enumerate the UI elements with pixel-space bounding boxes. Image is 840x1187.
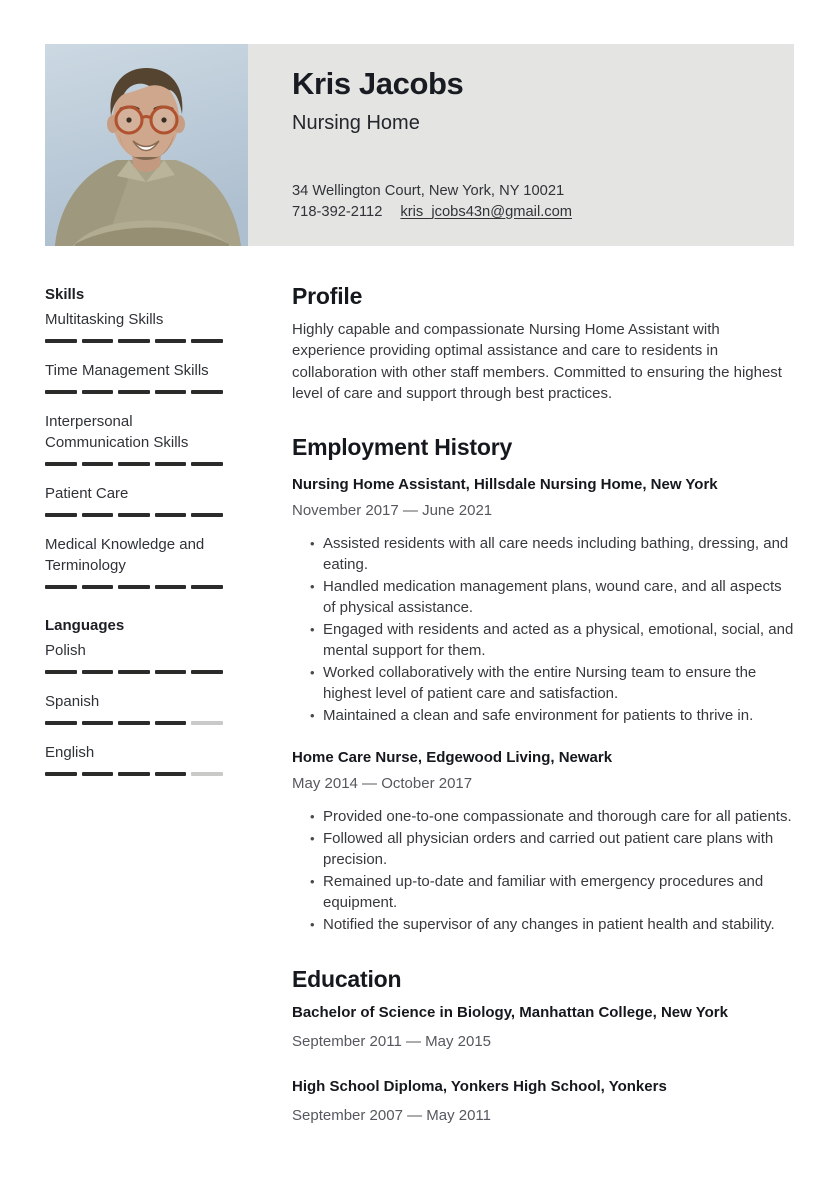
job-bullet: • Remained up-to-date and familiar with emergency procedures and equipment. xyxy=(323,871,794,914)
job-entry xyxy=(292,747,794,935)
education-dates: September 2007 — May 2011 xyxy=(292,1107,492,1125)
candidate-title: Nursing Home xyxy=(292,111,420,134)
header xyxy=(45,44,794,246)
level-segment xyxy=(45,513,77,517)
job-dates: November 2017 — June 2021 xyxy=(292,501,493,519)
level-segment xyxy=(155,513,187,517)
job-bullet-list xyxy=(292,533,794,727)
education-entry xyxy=(292,1076,794,1126)
candidate-name: Kris Jacobs xyxy=(292,66,464,101)
languages-heading: Languages xyxy=(45,617,125,634)
level-segment xyxy=(45,670,77,674)
employment-heading: Employment History xyxy=(292,433,513,460)
education-section xyxy=(292,965,794,1126)
education-entry xyxy=(292,1002,794,1052)
level-segment xyxy=(82,772,114,776)
level-segment xyxy=(118,772,150,776)
sidebar xyxy=(45,284,223,793)
language-item xyxy=(45,691,223,725)
skill-level-bar xyxy=(45,585,223,589)
main-column xyxy=(292,282,794,1150)
level-segment xyxy=(82,390,114,394)
level-segment xyxy=(191,390,223,394)
skill-item xyxy=(45,309,223,343)
skill-level-bar xyxy=(45,513,223,517)
level-segment xyxy=(45,462,77,466)
level-segment xyxy=(155,462,187,466)
level-segment xyxy=(155,585,187,589)
level-segment xyxy=(45,390,77,394)
level-segment xyxy=(155,390,187,394)
level-segment xyxy=(45,585,77,589)
job-bullet: • Worked collaboratively with the entire Nursing team to ensure the highest level of patient care and satisfaction. xyxy=(323,662,794,705)
skill-level-bar xyxy=(45,339,223,343)
education-title: Bachelor of Science in Biology, Manhattan College, New York xyxy=(292,1004,728,1022)
skill-item xyxy=(45,360,223,394)
level-segment xyxy=(82,585,114,589)
contact-address: 34 Wellington Court, New York, NY 10021 xyxy=(292,182,565,199)
level-segment xyxy=(155,339,187,343)
profile-heading: Profile xyxy=(292,283,363,309)
skill-level-bar xyxy=(45,462,223,466)
skills-heading: Skills xyxy=(45,286,85,303)
language-level-bar xyxy=(45,670,223,674)
skill-item xyxy=(45,534,223,589)
profile-section xyxy=(292,282,794,405)
job-entry xyxy=(292,474,794,727)
job-bullet: • Handled medication management plans, wound care, and all aspects of physical assistance. xyxy=(323,576,794,619)
job-bullet-list xyxy=(292,806,794,935)
level-segment xyxy=(118,670,150,674)
job-bullet: • Followed all physician orders and carried out patient care plans with precision. xyxy=(323,828,794,871)
level-segment xyxy=(45,721,77,725)
skill-label: Time Management Skills xyxy=(45,362,209,379)
contact-phone: 718-392-2112 xyxy=(292,204,383,221)
education-heading: Education xyxy=(292,966,402,993)
header-text xyxy=(248,44,794,246)
level-segment xyxy=(82,462,114,466)
languages-section xyxy=(45,615,223,776)
contact-email-link[interactable]: kris_jcobs43n@gmail.com xyxy=(400,204,573,221)
level-segment xyxy=(82,670,114,674)
language-level-bar xyxy=(45,772,223,776)
level-segment xyxy=(82,721,114,725)
profile-photo-illustration xyxy=(45,44,248,246)
language-level-bar xyxy=(45,721,223,725)
job-bullet: • Engaged with residents and acted as a physical, emotional, social, and mental support for them. xyxy=(323,619,794,662)
employment-section xyxy=(292,433,794,935)
job-title: Home Care Nurse, Edgewood Living, Newark xyxy=(292,749,613,767)
level-segment xyxy=(82,339,114,343)
level-segment xyxy=(45,339,77,343)
education-dates: September 2011 — May 2015 xyxy=(292,1033,492,1051)
level-segment xyxy=(82,513,114,517)
skill-label: Interpersonal Communication Skills xyxy=(45,413,189,451)
skill-level-bar xyxy=(45,390,223,394)
language-label: Spanish xyxy=(45,693,100,710)
job-dates: May 2014 — October 2017 xyxy=(292,775,473,793)
skills-section xyxy=(45,284,223,589)
language-item xyxy=(45,640,223,674)
language-label: Polish xyxy=(45,642,86,659)
level-segment xyxy=(191,772,223,776)
level-segment xyxy=(118,513,150,517)
level-segment xyxy=(45,772,77,776)
level-segment xyxy=(191,339,223,343)
language-label: English xyxy=(45,744,95,761)
job-bullet: • Maintained a clean and safe environment for patients to thrive in. xyxy=(323,705,794,727)
skill-item xyxy=(45,411,223,466)
language-item xyxy=(45,742,223,776)
profile-text: Highly capable and compassionate Nursing Home Assistant with experience providing optimal assistance and care to residents in collaboration with other staff members. Committed to ensuring the highest level of care and support through best practices. xyxy=(292,320,782,403)
level-segment xyxy=(118,339,150,343)
profile-photo xyxy=(45,44,248,246)
contact-block xyxy=(292,181,774,224)
job-title: Nursing Home Assistant, Hillsdale Nursing Home, New York xyxy=(292,475,718,493)
level-segment xyxy=(191,721,223,725)
level-segment xyxy=(155,772,187,776)
level-segment xyxy=(191,462,223,466)
level-segment xyxy=(118,721,150,725)
level-segment xyxy=(191,513,223,517)
level-segment xyxy=(118,390,150,394)
level-segment xyxy=(155,721,187,725)
level-segment xyxy=(118,462,150,466)
skill-label: Medical Knowledge and Terminology xyxy=(45,536,205,574)
level-segment xyxy=(155,670,187,674)
level-segment xyxy=(191,670,223,674)
education-title: High School Diploma, Yonkers High School, Yonkers xyxy=(292,1078,667,1096)
level-segment xyxy=(118,585,150,589)
skill-item xyxy=(45,483,223,517)
job-bullet: • Assisted residents with all care needs including bathing, dressing, and eating. xyxy=(323,533,794,576)
job-bullet: • Provided one-to-one compassionate and thorough care for all patients. xyxy=(323,806,794,828)
job-bullet: • Notified the supervisor of any changes in patient health and stability. xyxy=(323,914,794,936)
level-segment xyxy=(191,585,223,589)
skill-label: Patient Care xyxy=(45,485,129,502)
skill-label: Multitasking Skills xyxy=(45,311,164,328)
